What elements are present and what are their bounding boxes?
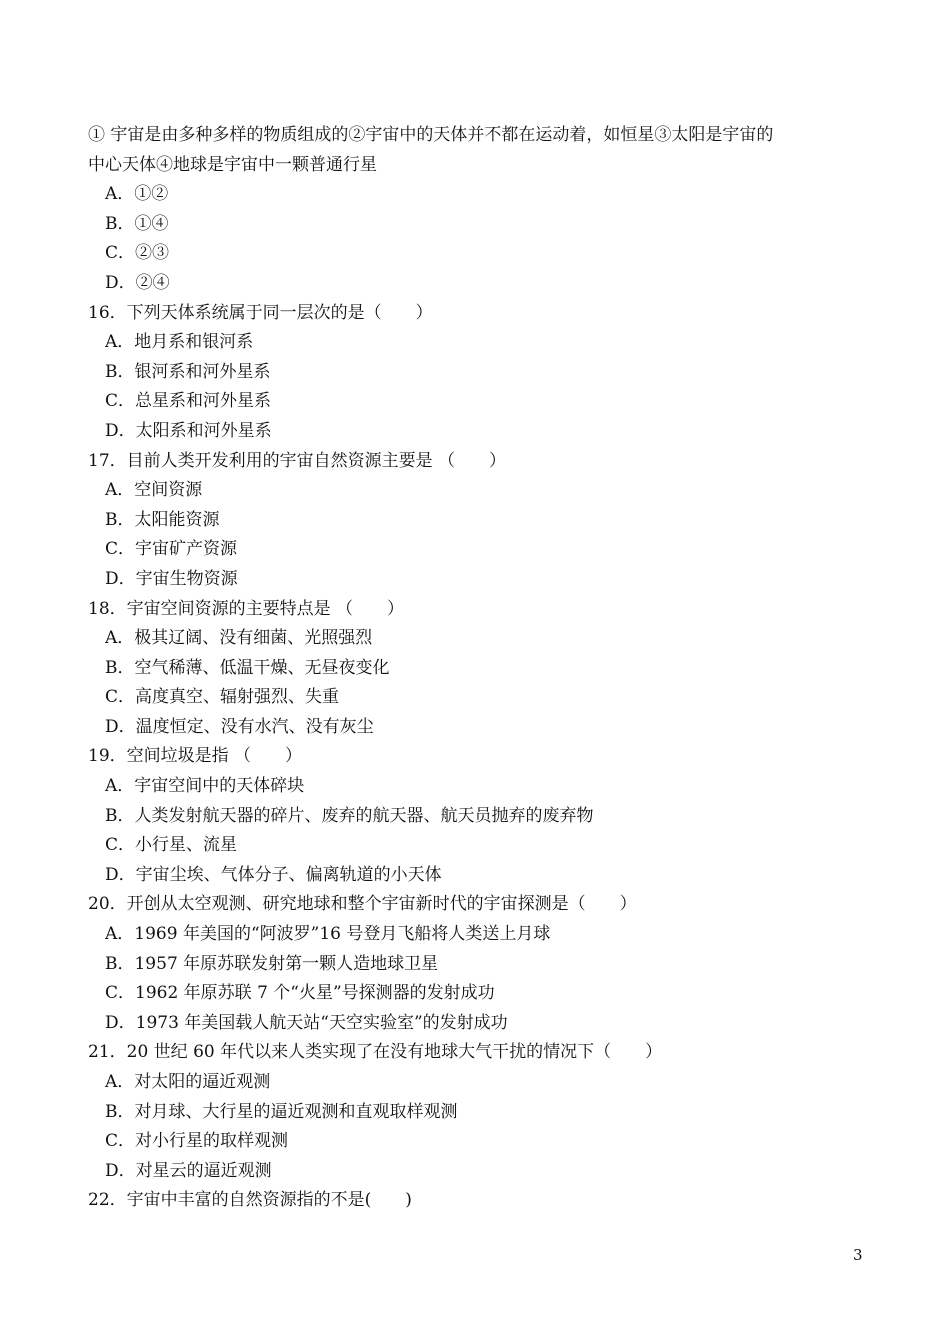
question-16-option-a: A．地月系和银河系 xyxy=(105,332,254,353)
question-20-option-b: B．1957 年原苏联发射第一颗人造地球卫星 xyxy=(105,953,439,974)
question-18-option-a: A．极其辽阔、没有细菌、光照强烈 xyxy=(105,628,373,649)
intro-statement-line-2: 中心天体④地球是宇宙中一颗普通行星 xyxy=(88,154,377,175)
question-21-option-b: B．对月球、大行星的逼近观测和直观取样观测 xyxy=(105,1101,458,1122)
question-20-option-d: D．1973 年美国载人航天站“天空实验室”的发射成功 xyxy=(105,1012,508,1033)
question-17-option-a: A．空间资源 xyxy=(105,480,203,501)
question-16-option-d: D．太阳系和河外星系 xyxy=(105,420,272,441)
question-20-option-c: C．1962 年原苏联 7 个“火星”号探测器的发射成功 xyxy=(105,983,495,1004)
question-22-stem: 22．宇宙中丰富的自然资源指的不是( ) xyxy=(88,1190,412,1211)
question-18-option-b: B．空气稀薄、低温干燥、无昼夜变化 xyxy=(105,657,390,678)
page-number: 3 xyxy=(853,1246,863,1264)
intro-option-d: D．②④ xyxy=(105,272,170,293)
question-19-stem: 19．空间垃圾是指 （ ） xyxy=(88,746,303,767)
page-content xyxy=(88,121,868,1216)
question-18-stem: 18．宇宙空间资源的主要特点是 （ ） xyxy=(88,598,405,619)
question-16-stem: 16．下列天体系统属于同一层次的是（ ） xyxy=(88,302,433,323)
question-16-option-b: B．银河系和河外星系 xyxy=(105,361,271,382)
question-19-option-b: B．人类发射航天器的碎片、废弃的航天器、航天员抛弃的废弃物 xyxy=(105,805,594,826)
question-19-option-a: A．宇宙空间中的天体碎块 xyxy=(105,776,305,797)
intro-option-b: B．①④ xyxy=(105,213,169,234)
question-21-option-c: C．对小行星的取样观测 xyxy=(105,1131,289,1152)
intro-option-c: C．②③ xyxy=(105,243,170,264)
question-17-option-b: B．太阳能资源 xyxy=(105,509,220,530)
question-17-option-d: D．宇宙生物资源 xyxy=(105,568,238,589)
intro-option-a: A．①② xyxy=(105,184,169,205)
intro-statement-line-1: ① 宇宙是由多种多样的物质组成的②宇宙中的天体并不都在运动着，如恒星③太阳是宇宙的 xyxy=(88,125,774,145)
question-16-option-c: C．总星系和河外星系 xyxy=(105,391,272,412)
question-18-option-c: C．高度真空、辐射强烈、失重 xyxy=(105,687,340,708)
question-17-option-c: C．宇宙矿产资源 xyxy=(105,539,238,560)
question-18-option-d: D．温度恒定、没有水汽、没有灰尘 xyxy=(105,716,374,737)
question-21-option-d: D．对星云的逼近观测 xyxy=(105,1160,272,1181)
question-21-stem: 21．20 世纪 60 年代以来人类实现了在没有地球大气干扰的情况下（ ） xyxy=(88,1042,663,1063)
question-19-option-c: C．小行星、流星 xyxy=(105,835,238,856)
question-21-option-a: A．对太阳的逼近观测 xyxy=(105,1072,271,1092)
question-17-stem: 17．目前人类开发利用的宇宙自然资源主要是 （ ） xyxy=(88,450,507,471)
question-20-stem: 20．开创从太空观测、研究地球和整个宇宙新时代的宇宙探测是（ ） xyxy=(88,894,637,915)
question-19-option-d: D．宇宙尘埃、气体分子、偏离轨道的小天体 xyxy=(105,864,442,885)
question-20-option-a: A．1969 年美国的“阿波罗”16 号登月飞船将人类送上月球 xyxy=(105,924,551,945)
